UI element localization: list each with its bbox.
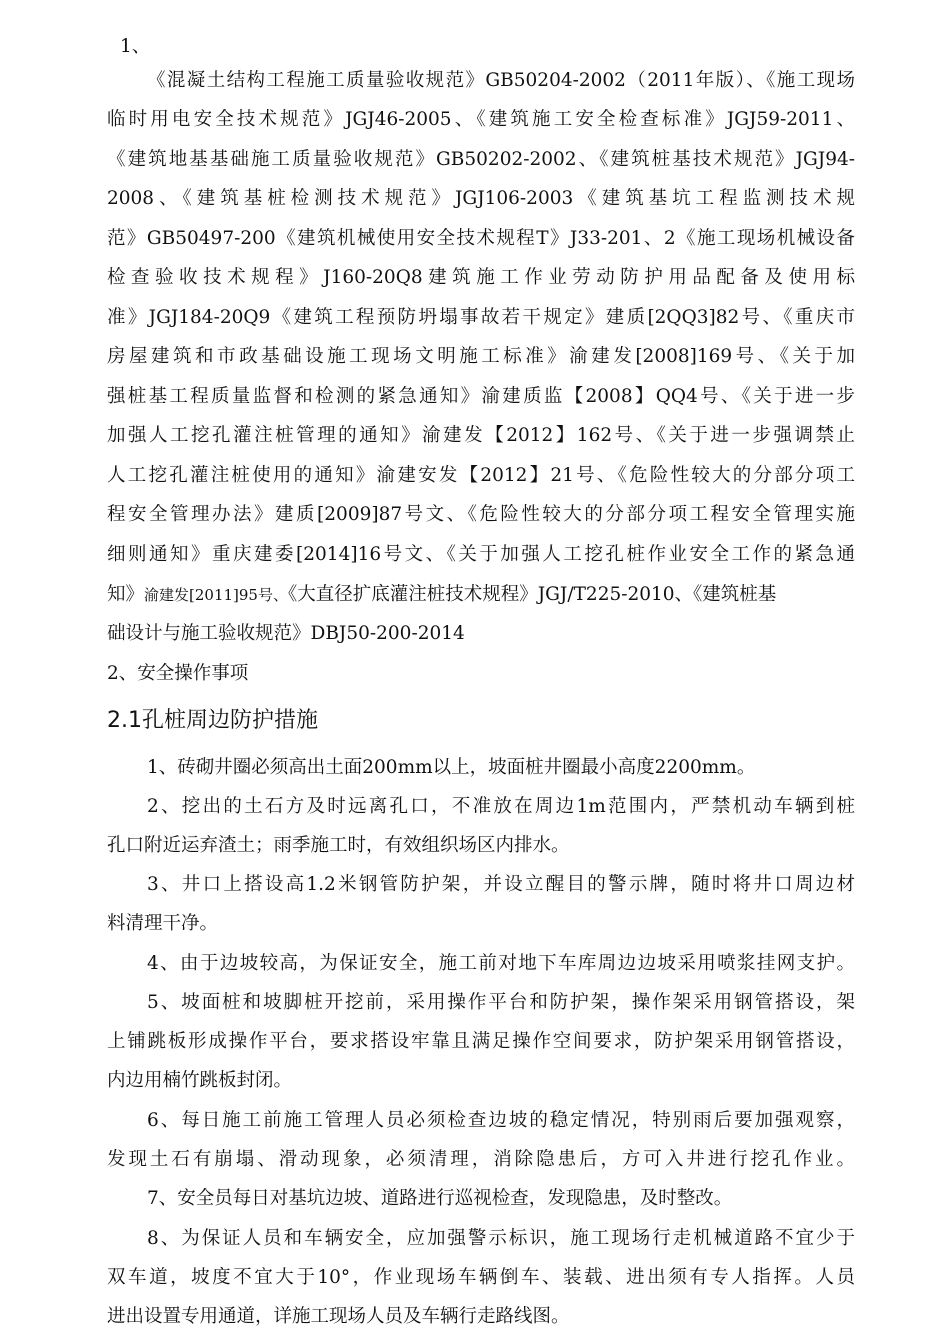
section-1-line-10: 加强人工挖孔灌注桩管理的通知》渝建发【2012】162号、《关于进一步强调禁止	[107, 425, 855, 446]
measure-line-3: 孔口附近运弃渣土；雨季施工时，有效组织场区内排水。	[107, 835, 570, 856]
measure-line-6: 4、由于边坡较高，为保证安全，施工前对地下车库周边边坡采用喷浆挂网支护。	[147, 953, 855, 974]
measure-line-1: 1、砖砌井圈必须高出土面200mm以上，坡面桩井圈最小高度2200mm。	[147, 757, 756, 778]
measure-line-5: 料清理干净。	[107, 913, 219, 934]
section-1-line-14-part-a: 知》	[107, 584, 145, 605]
measure-line-12: 7、安全员每日对基坑边坡、道路进行巡视检查，发现隐患，及时整改。	[147, 1188, 733, 1209]
section-1-line-1: 《混凝土结构工程施工质量验收规范》GB50204-2002（2011年版）、《施工现场	[147, 70, 855, 91]
section-1-line-15: 础设计与施工验收规范》DBJ50-200-2014	[107, 623, 465, 644]
measure-line-10: 6、每日施工前施工管理人员必须检查边坡的稳定情况，特别雨后要加强观察，	[147, 1110, 855, 1131]
measure-line-2: 2、挖出的土石方及时远离孔口，不准放在周边1m范围内，严禁机动车辆到桩	[147, 796, 855, 817]
section-1-line-12: 程安全管理办法》建质[2009]87号文、《危险性较大的分部分项工程安全管理实施	[107, 504, 855, 525]
measure-line-9: 内边用楠竹跳板封闭。	[107, 1070, 293, 1091]
section-1-number: 1、	[120, 36, 151, 57]
measure-line-7: 5、坡面桩和坡脚桩开挖前，采用操作平台和防护架，操作架采用钢管搭设，架	[147, 992, 855, 1013]
section-1-line-14-part-b: 《大直径扩底灌注桩技术规程》JGJ/T225-2010、《建筑桩基	[287, 584, 777, 605]
measure-line-15: 进出设置专用通道，详施工现场人员及车辆行走路线图。	[107, 1306, 570, 1327]
section-1-line-3: 《建筑地基基础施工质量验收规范》GB50202-2002、《建筑桩基技术规范》JGJ94-	[107, 149, 855, 170]
section-1-line-7: 准》JGJ184-20Q9《建筑工程预防坍塌事故若干规定》建质[2QQ3]82号、《重庆市	[107, 307, 855, 328]
section-1-line-4: 2008、《建筑基桩检测技术规范》JGJ106-2003《建筑基坑工程监测技术规	[107, 188, 855, 209]
section-1-line-14-small-ref: 渝建发[2011]95号、	[144, 586, 288, 604]
measure-line-8: 上铺跳板形成操作平台，要求搭设牢靠且满足操作空间要求，防护架采用钢管搭设，	[107, 1031, 855, 1052]
section-2-title: 2、安全操作事项	[107, 663, 249, 684]
section-1-line-13: 细则通知》重庆建委[2014]16号文、《关于加强人工挖孔桩作业安全工作的紧急通	[107, 544, 855, 565]
measure-line-11: 发现土石有崩塌、滑动现象，必须清理，消除隐患后，方可入井进行挖孔作业。	[107, 1149, 855, 1170]
section-1-line-11: 人工挖孔灌注桩使用的通知》渝建安发【2012】21号、《危险性较大的分部分项工	[107, 465, 855, 486]
section-1-line-9: 强桩基工程质量监督和检测的紧急通知》渝建质监【2008】QQ4号、《关于进一步	[107, 386, 855, 407]
measure-line-4: 3、井口上搭设高1.2米钢管防护架，并设立醒目的警示牌，随时将井口周边材	[147, 874, 855, 895]
measure-line-14: 双车道，坡度不宜大于10°，作业现场车辆倒车、装载、进出须有专人指挥。人员	[107, 1267, 855, 1288]
section-1-line-5: 范》GB50497-200《建筑机械使用安全技术规程T》J33-201、2《施工现场机械设备	[107, 228, 855, 249]
section-1-line-8: 房屋建筑和市政基础设施工现场文明施工标准》渝建发[2008]169号、《关于加	[107, 346, 855, 367]
section-2-1-heading: 2.1孔桩周边防护措施	[107, 708, 318, 733]
section-1-line-2: 临时用电安全技术规范》JGJ46-2005、《建筑施工安全检查标准》JGJ59-2011、	[107, 109, 855, 130]
measure-line-13: 8、为保证人员和车辆安全，应加强警示标识，施工现场行走机械道路不宜少于	[147, 1228, 855, 1249]
section-1-line-6: 检查验收技术规程》J160-20Q8建筑施工作业劳动防护用品配备及使用标	[107, 267, 855, 288]
section-1-line-14	[107, 582, 855, 608]
